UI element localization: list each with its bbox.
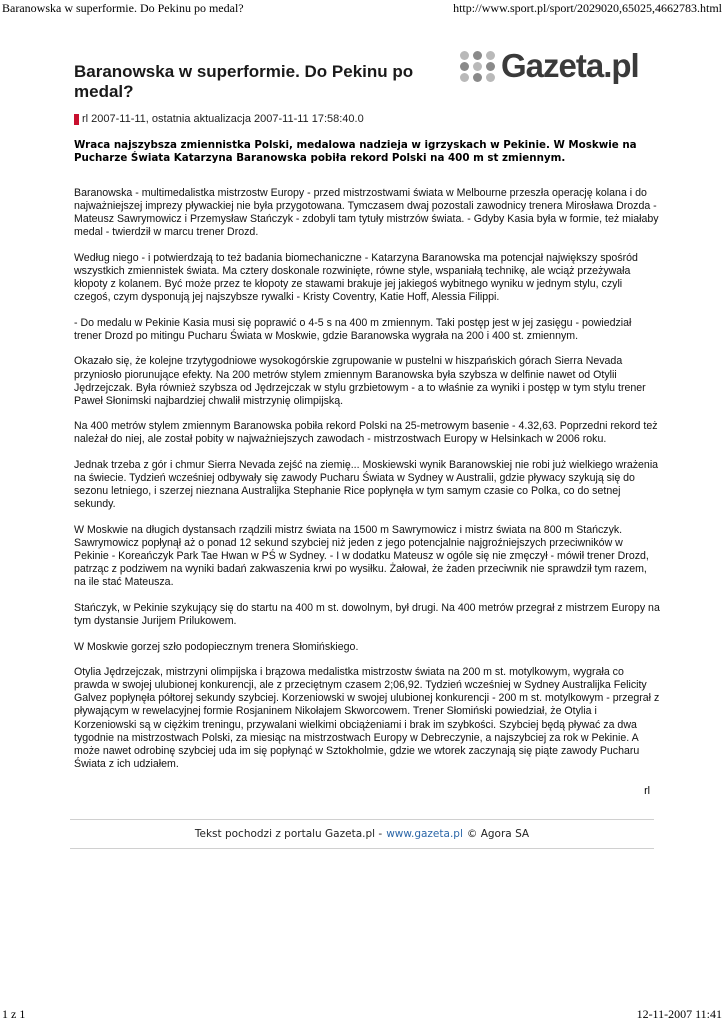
article-paragraph: Otylia Jędrzejczak, mistrzyni olimpijska i brązowa medalistka mistrzostw świata na 200 m st. motylkowym, wygrała co prawda w swojej ulubionej konkurencji, ale z przeciętnym czasem 2;06,92. Tydzień wcześniej w Sydney Australijka Felicity Galvez popłynęła półtorej sekundy szybciej. Korzeniowski w swojej ulubionej konkurencji - 200 m st. motylkowym - przegrał z pływającym w rewelacyjnej formie Rosjaninem Nikołajem Skworcowem. Trener Słomiński powiedział, że Otylia i Korzeniowski są w ciężkim treningu, przywalani wielkimi obciążeniami i brak im szybkości. Szybciej będą pływać za dwa tygodnie na mistrzostwach Polski, za miesiąc na mistrzostwach Europy w Debreczynie, a najszybciej za rok w Pekinie. A może nawet odrobinę szybciej uda im się popłynąć w Sztokholmie, gdzie we wtorek zaczynają się piąte zawody Pucharu Świata z ich udziałem. [74, 666, 660, 770]
article-paragraph: Na 400 metrów stylem zmiennym Baranowska pobiła rekord Polski na 25-metrowym basenie - 4.32,63. Poprzedni rekord też należał do niej, ale został pobity w najważniejszych zawodach - mistrzostwach Europy w Helsinkach w 2006 roku. [74, 420, 658, 446]
article-body [74, 187, 660, 783]
article-meta [74, 113, 364, 125]
portal-copyright: © Agora SA [466, 828, 530, 840]
gazeta-link[interactable]: www.gazeta.pl [386, 828, 463, 840]
article-paragraph: - Do medalu w Pekinie Kasia musi się poprawić o 4-5 s na 400 m zmiennym. Taki postęp jest w jej zasięgu - powiedział trener Drozd po mitingu Pucharu Świata w Moskwie, gdzie Baranowska wygrała na 200 i 400 st. zmiennym. [74, 316, 632, 342]
red-marker-icon [74, 114, 79, 125]
article-paragraph: Okazało się, że kolejne trzytygodniowe wysokogórskie zgrupowanie w pustelni w hiszpańskich górach Sierra Nevada przyniosło piorunujące efekty. Na 200 metrów stylem zmiennym Baranowska była szybsza w delfinie nawet od Otylii Jędrzejczak. Była również szybsza od Jędrzejczak w stylu grzbietowym - a to właśnie za wyniki i postęp w tym stylu trener Paweł Słonimski najbardziej chwalił mistrzynię olimpijską. [74, 355, 646, 407]
article-paragraph: Stańczyk, w Pekinie szykujący się do startu na 400 m st. dowolnym, był drugi. Na 400 metrów przegrał z mistrzem Europy na tym dystansie Jurijem Prilukowem. [74, 601, 660, 627]
print-header-url: http://www.sport.pl/sport/2029020,65025,4662783.html [453, 1, 722, 15]
print-header [0, 0, 724, 16]
gazeta-logo[interactable] [460, 44, 650, 88]
article-paragraph: Według niego - i potwierdzają to też badania biomechaniczne - Katarzyna Baranowska ma potencjał największy spośród wszystkich zmiennistek świata. Ma cztery doskonale rozwinięte, równe style, wspaniałą technikę, ale wciąż przeżywała kłopoty z kolanem. Być może przez te kłopoty ze stawami brakuje jej jakiegoś wybitnego wyniku w jednym stylu, czyli czegoś, czym dysponują jej najszybsze rywalki - Kristy Coventry, Katie Hoff, Alessia Filippi. [74, 251, 638, 304]
article-paragraph: W Moskwie na długich dystansach rządzili mistrz świata na 1500 m Sawrymowicz i mistrz świata na 800 m Stańczyk. Sawrymowicz popłynął aż o ponad 12 sekund szybciej niż jeden z jego potencjalnie najgroźniejszych przeciwników w Pekinie - Koreańczyk Park Tae Hwan w PŚ w Sydney. - I w dodatku Mateusz w ogóle się nie zmęczył - mówił trener Drozd, patrząc z podziwem na wyniki badań zakwaszenia krwi po wysiłku. Żałował, że żaden przeciwnik nie sprawdził tym razem, na ile stać Mateusza. [74, 523, 649, 589]
article-meta-text: rl 2007-11-11, ostatnia aktualizacja 2007-11-11 17:58:40.0 [82, 113, 364, 125]
logo-text: Gazeta.pl [501, 47, 639, 84]
portal-source-prefix: Tekst pochodzi z portalu Gazeta.pl - [194, 828, 383, 840]
print-datetime: 12-11-2007 11:41 [636, 1007, 722, 1021]
article-paragraph: W Moskwie gorzej szło podopiecznym trenera Słomińskiego. [74, 640, 359, 653]
article-paragraph: Jednak trzeba z gór i chmur Sierra Nevada zejść na ziemię... Moskiewski wynik Baranowskiej nie robi już wielkiego wrażenia na świecie. Tydzień wcześniej odbywały się zawody Pucharu Świata w Sydney w Australii, gdzie pływacy szykują się do sezonu letniego, i szerzej nieznana Australijka Stephanie Rice popłynęła w tym samym czasie co Polka, co do setnej sekundy. [74, 459, 659, 511]
print-footer [0, 1006, 724, 1024]
logo-dots-icon [460, 51, 497, 82]
print-header-title: Baranowska w superformie. Do Pekinu po medal? [2, 1, 244, 15]
article-paragraph: Baranowska - multimedalistka mistrzostw Europy - przed mistrzostwami świata w Melbourne przeszła operację kolana i do najważniejszej imprezy pływackiej nie była przygotowana. Tymczasem dwaj pozostali zawodnicy trenera Mirosława Drozda - Mateusz Sawrymowicz i Przemysław Stańczyk - zdobyli tam tytuły mistrzów świata. - Gdyby Kasia była w formie, też miałaby medal - twierdził w marcu trener Drozd. [74, 187, 659, 239]
article-title: Baranowska w superformie. Do Pekinu po medal? [74, 62, 414, 101]
article-signature: rl [644, 785, 650, 797]
page-counter: 1 z 1 [2, 1007, 26, 1021]
portal-source-bar [70, 819, 654, 849]
article-lead: Wraca najszybsza zmiennistka Polski, medalowa nadzieja w igrzyskach w Pekinie. W Moskwie na Pucharze Świata Katarzyna Baranowska pobiła rekord Polski na 400 m st zmiennym. [74, 139, 637, 164]
